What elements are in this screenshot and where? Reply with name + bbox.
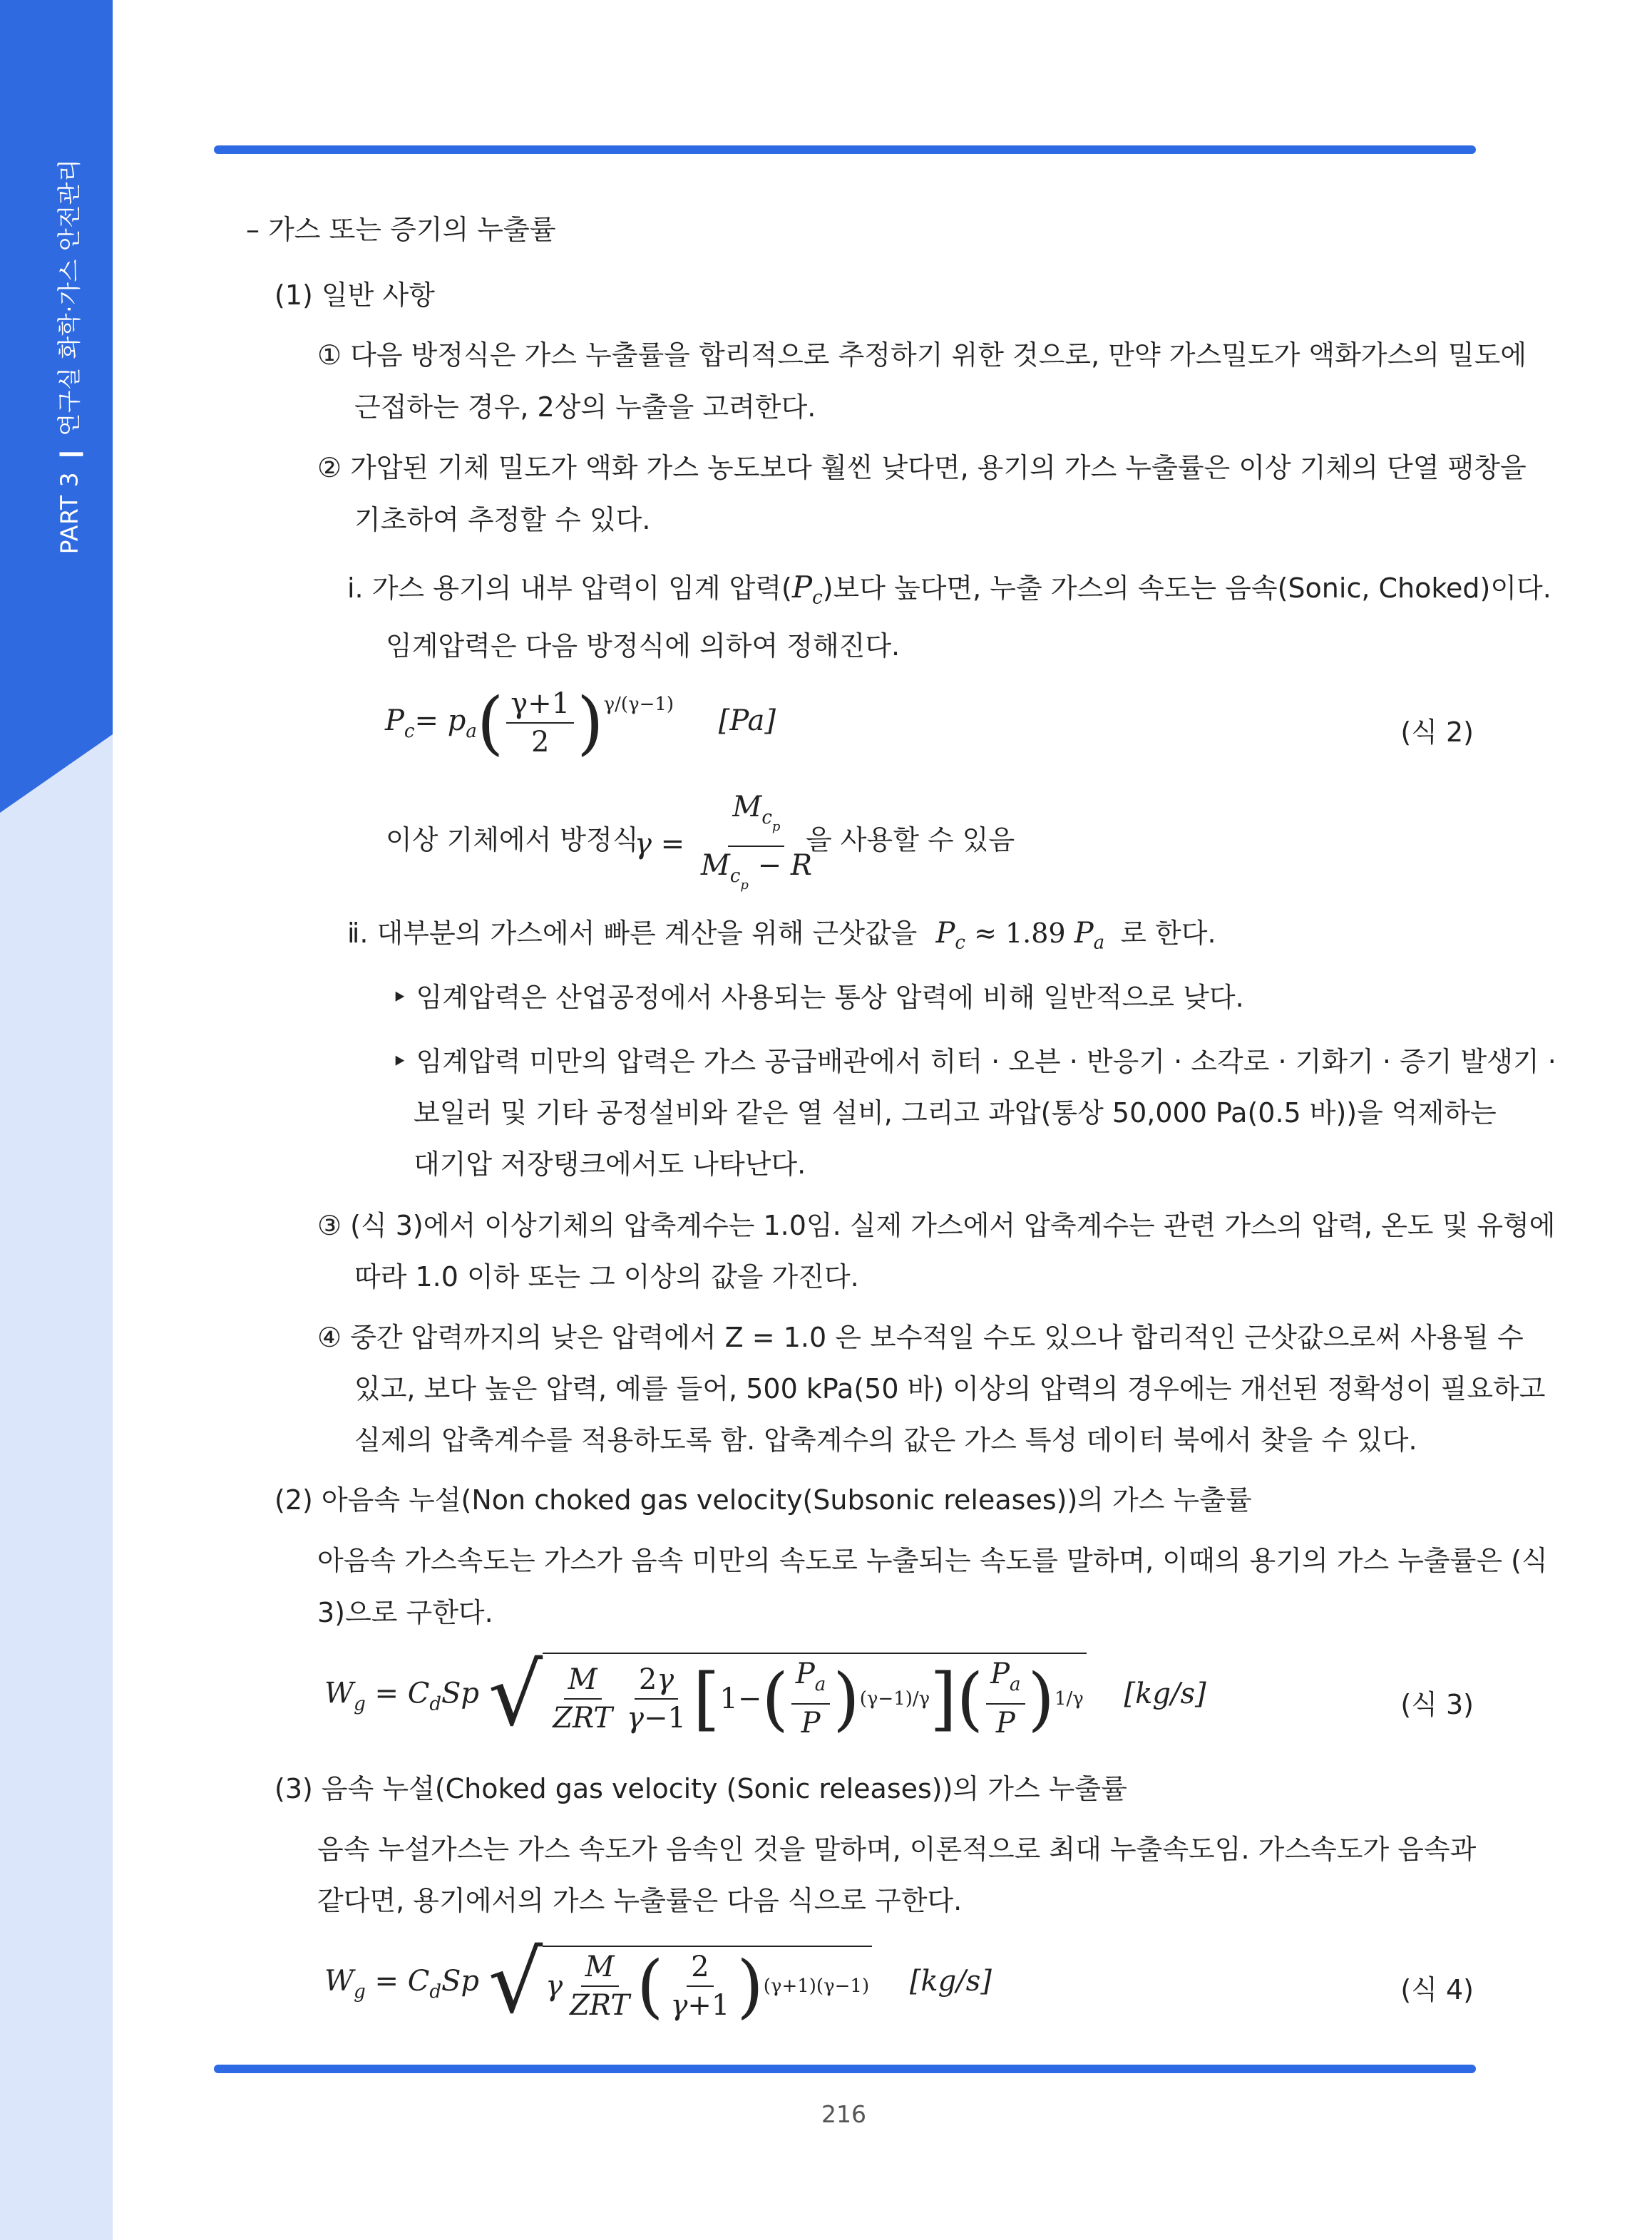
- critical-pressure-subscript: c: [812, 587, 823, 609]
- eq3-unit: [kg/s]: [1124, 1677, 1206, 1710]
- subsonic-line-1: 아음속 가스속도는 가스가 음속 미만의 속도로 누출되는 속도를 말하며, 이때의 용기의 가스 누출률은 (식: [317, 1545, 1548, 1576]
- bullet-1: ‣ 임계압력은 산업공정에서 사용되는 통상 압력에 비해 일반적으로 낮다.: [391, 982, 1244, 1013]
- top-rule: [214, 145, 1476, 154]
- eq3-sqrt: √ $\frac{M}{\text{ZRT}}$ $\frac{2\gamma}{\gamma-1}$ [ 1− ( $\frac{P_a}{P}$ ) (γ−1)/γ ] ( $\frac{P_a}{P}$ ) 1/γ: [488, 1653, 1087, 1739]
- item-4-line-1: ④ 중간 압력까지의 낮은 압력에서 Z = 1.0 은 보수적일 수도 있으나 합리적인 근삿값으로써 사용될 수: [317, 1322, 1524, 1353]
- eq4-exponent: (γ+1)(γ−1): [763, 1976, 870, 1997]
- item-1-line-2: 근접하는 경우, 2상의 누출을 고려한다.: [354, 391, 816, 423]
- equation-2-label: (식 2): [1400, 716, 1474, 748]
- eq3-outer-exponent: 1/γ: [1054, 1687, 1084, 1710]
- item-1-line-1: ① 다음 방정식은 가스 누출률을 합리적으로 추정하기 위한 것으로, 만약 가스밀도가 액화가스의 밀도에: [317, 339, 1527, 371]
- equation-3-label: (식 3): [1400, 1689, 1474, 1720]
- gamma-suffix: 을 사용할 수 있음: [806, 824, 1015, 856]
- subsection-title-3: (3) 음속 누설(Choked gas velocity (Sonic releases))의 가스 누출률: [275, 1773, 1127, 1804]
- bullet-2-line-1: ‣ 임계압력 미만의 압력은 가스 공급배관에서 히터 · 오븐 · 반응기 · 소각로 · 기화기 · 증기 발생기 ·: [391, 1046, 1556, 1077]
- sub-item-ii-text-b: 로 한다.: [1120, 918, 1216, 949]
- item-4-line-3: 실제의 압축계수를 적용하도록 함. 압축계수의 값은 가스 특성 데이터 북에서 찾을 수 있다.: [354, 1424, 1417, 1456]
- sonic-line-2: 같다면, 용기에서의 가스 누출률은 다음 식으로 구한다.: [317, 1885, 963, 1916]
- item-2-line-2: 기초하여 추정할 수 있다.: [354, 504, 651, 535]
- eq2-unit: [Pa]: [718, 704, 776, 737]
- bullet-2-line-3: 대기압 저장탱크에서도 나타난다.: [414, 1149, 806, 1180]
- gamma-prefix: 이상 기체에서 방정식: [386, 824, 639, 856]
- bottom-rule: [214, 2065, 1476, 2073]
- equation-2: $P_c= p_a$( $\frac{\gamma+1}{2}$ )$^{\gamma/(\gamma-1)}$ [Pa]: [385, 683, 776, 763]
- page-number: 216: [821, 2100, 866, 2128]
- equation-4-label: (식 4): [1400, 1974, 1474, 2005]
- bullet-2-line-2: 보일러 및 기타 공정설비와 같은 열 설비, 그리고 과압(통상 50,000 Pa(0.5 바))을 억제하는: [414, 1097, 1497, 1129]
- sub-item-i-text-b: )보다 높다면, 누출 가스의 속도는 음속(Sonic, Choked)이다.: [822, 572, 1551, 604]
- sub-item-i-text-a: ⅰ. 가스 용기의 내부 압력이 임계 압력(: [347, 572, 792, 604]
- subsection-title-2: (2) 아음속 누설(Non choked gas velocity(Subsonic releases))의 가스 누출률: [275, 1484, 1252, 1516]
- section-heading: – 가스 또는 증기의 누출률: [246, 214, 556, 245]
- item-2-line-1: ② 가압된 기체 밀도가 액화 가스 농도보다 훨씬 낮다면, 용기의 가스 누출률은 이상 기체의 단열 팽창을: [317, 452, 1527, 483]
- sub-item-ii-text-a: ⅱ. 대부분의 가스에서 빠른 계산을 위해 근삿값을: [347, 918, 918, 949]
- critical-pressure-symbol: P: [791, 570, 813, 605]
- subsection-title-1: (1) 일반 사항: [275, 279, 435, 311]
- item-3-line-2: 따라 1.0 이하 또는 그 이상의 값을 가진다.: [354, 1261, 859, 1293]
- equation-4: $W_g = C_dSp$ √ γ $\frac{M}{\text{ZRT}}$ ( $\frac{2}{\gamma+1}$ ) (γ+1)(γ−1) [kg/s]: [324, 1933, 992, 2033]
- subsonic-line-2: 3)으로 구한다.: [317, 1597, 493, 1628]
- equation-3: $W_g = C_dSp$ √ $\frac{M}{\text{ZRT}}$ $\frac{2\gamma}{\gamma-1}$ [ 1− ( $\frac{P_a}{P}$ ) (γ−1)/γ ] ( $\frac{P_a}{P}$ ) 1/γ [kg/s]: [324, 1645, 1206, 1745]
- eq2-exponent: γ/(γ−1): [603, 694, 674, 715]
- sub-item-i-line-2: 임계압력은 다음 방정식에 의하여 정해진다.: [386, 630, 901, 662]
- sub-item-ii: ⅱ. 대부분의 가스에서 빠른 계산을 위해 근삿값을 $P_c \approx 1.89$ $P_a$ 로 한다.: [347, 917, 1216, 954]
- gamma-equation: γ = $\frac{M_{c_p}}{M_{c_p} - R}$: [635, 791, 812, 893]
- item-3-line-1: ③ (식 3)에서 이상기체의 압축계수는 1.0임. 실제 가스에서 압축계수는 관련 가스의 압력, 온도 및 유형에: [317, 1210, 1556, 1241]
- approx-value: ≈ 1.89: [974, 918, 1066, 949]
- part-label: PART 3 ❙ 연구실 화학·가스 안전관리: [55, 158, 83, 555]
- sonic-line-1: 음속 누설가스는 가스 속도가 음속인 것을 말하며, 이론적으로 최대 누출속도임. 가스속도가 음속과: [317, 1834, 1477, 1865]
- eq4-sqrt: √ γ $\frac{M}{\text{ZRT}}$ ( $\frac{2}{\gamma+1}$ ) (γ+1)(γ−1): [488, 1941, 872, 2026]
- eq3-inner-exponent: (γ−1)/γ: [859, 1687, 930, 1710]
- item-4-line-2: 있고, 보다 높은 압력, 예를 들어, 500 kPa(50 바) 이상의 압력의 경우에는 개선된 정확성이 필요하고: [354, 1373, 1546, 1404]
- sub-item-i-line-1: [347, 569, 1551, 617]
- eq4-unit: [kg/s]: [909, 1965, 992, 1998]
